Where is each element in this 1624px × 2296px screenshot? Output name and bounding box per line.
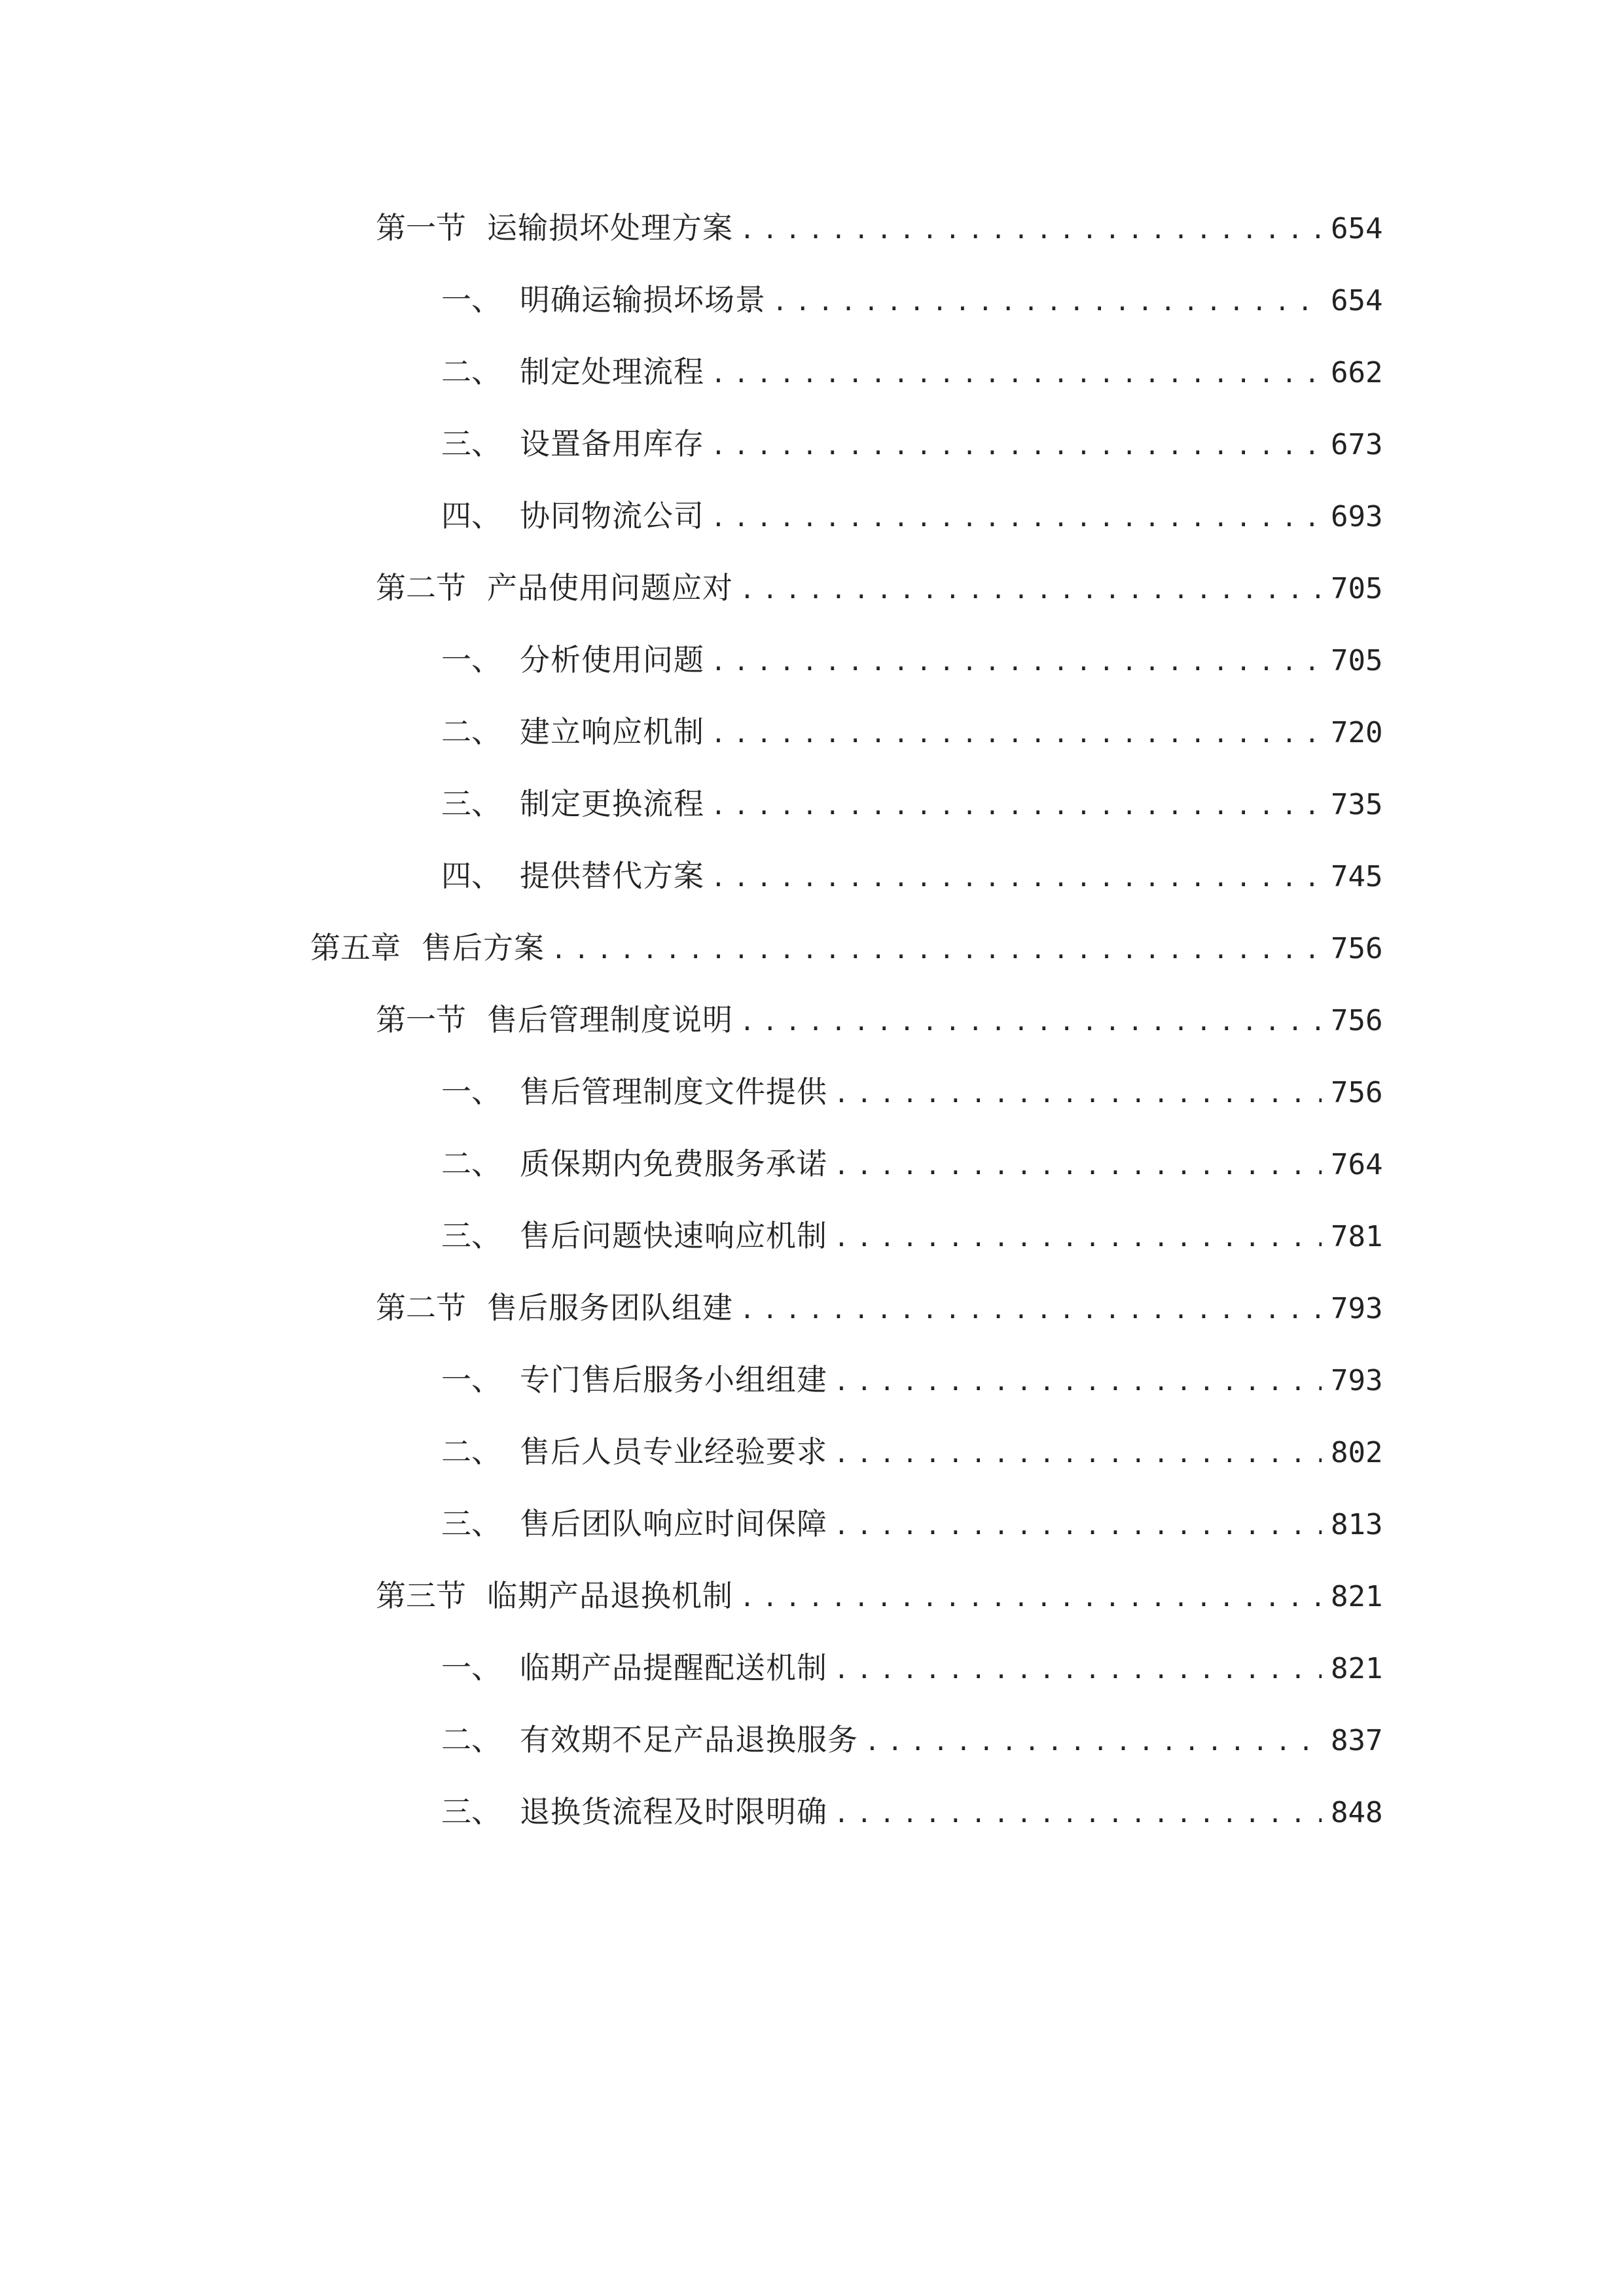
toc-entry-title: 建立响应机制 [520,714,704,749]
toc-entry-item[interactable] [441,778,1382,830]
toc-entry-item[interactable] [441,274,1382,326]
toc-entry-title: 售后方案 [422,930,545,965]
toc-page-number: 764 [1331,1148,1383,1181]
toc-entry-title: 制定处理流程 [520,354,704,389]
toc-page-number: 705 [1331,572,1383,605]
toc-entry-number: 第五章 [310,930,401,965]
toc-entry-title: 分析使用问题 [520,642,704,677]
toc-entry-number: 三、 [441,1506,501,1541]
dot-leader [834,1355,1322,1408]
toc-entry-item[interactable] [441,1354,1382,1406]
toc-entry-title: 临期产品退换机制 [487,1578,733,1613]
toc-entry-item[interactable] [441,706,1382,758]
toc-entry-title: 明确运输损坏场景 [520,282,766,317]
toc-entry-item[interactable] [441,490,1382,542]
dot-leader [711,708,1322,760]
toc-page-number: 756 [1331,1076,1383,1109]
toc-entry-section[interactable] [376,202,1382,254]
toc-entry-item[interactable] [441,346,1382,398]
dot-leader [740,996,1322,1048]
toc-entry-item[interactable] [441,634,1382,686]
toc-entry-title: 质保期内免费服务承诺 [520,1146,827,1181]
toc-entry-item[interactable] [441,1066,1382,1118]
dot-leader [834,1499,1322,1552]
toc-page-number: 756 [1331,1004,1383,1037]
toc-entry-title: 设置备用库存 [520,426,704,461]
toc-page-number: 705 [1331,644,1383,677]
toc-entry-number: 三、 [441,426,501,461]
toc-entry-number: 二、 [441,1722,501,1757]
toc-entry-number: 二、 [441,1146,501,1181]
dot-leader [834,1427,1322,1480]
dot-leader [740,1283,1322,1336]
toc-entry-number: 一、 [441,282,501,317]
toc-page-number: 693 [1331,500,1383,533]
toc-page-number: 813 [1331,1508,1383,1541]
toc-entry-title: 售后人员专业经验要求 [520,1434,827,1469]
dot-leader [711,420,1322,472]
toc-entry-title: 产品使用问题应对 [487,570,733,605]
toc-entry-item[interactable] [441,1210,1382,1262]
dot-leader [740,564,1322,616]
toc-page-number: 720 [1331,716,1383,749]
dot-leader [711,780,1322,832]
toc-page-number: 735 [1331,788,1383,821]
toc-entry-title: 专门售后服务小组组建 [520,1362,827,1397]
toc-entry-number: 一、 [441,1650,501,1685]
toc-page-number: 673 [1331,428,1383,461]
toc-page-number: 793 [1331,1292,1383,1325]
toc-entry-number: 一、 [441,1074,501,1109]
toc-entry-title: 售后团队响应时间保障 [520,1506,827,1541]
toc-entry-title: 有效期不足产品退换服务 [520,1722,858,1757]
toc-entry-number: 一、 [441,642,501,677]
dot-leader [834,1139,1322,1192]
toc-entry-title: 协同物流公司 [520,498,704,533]
toc-entry-chapter[interactable] [310,922,1382,974]
toc-page-number: 848 [1331,1796,1383,1829]
toc-entry-section[interactable] [376,994,1382,1046]
toc-entry-title: 制定更换流程 [520,786,704,821]
toc-page-number: 745 [1331,860,1383,893]
toc-page-number: 654 [1331,284,1383,317]
toc-entry-number: 二、 [441,354,501,389]
dot-leader [834,1211,1322,1264]
dot-leader [740,1571,1322,1624]
dot-leader [711,492,1322,544]
toc-entry-number: 二、 [441,714,501,749]
toc-page-number: 837 [1331,1724,1383,1757]
dot-leader [834,1643,1322,1696]
toc-page-number: 802 [1331,1436,1383,1469]
toc-entry-number: 二、 [441,1434,501,1469]
dot-leader [551,924,1322,976]
dot-leader [740,204,1322,256]
toc-entry-item[interactable] [441,418,1382,470]
toc-page-number: 793 [1331,1364,1383,1397]
toc-page-number: 821 [1331,1652,1383,1685]
toc-entry-title: 临期产品提醒配送机制 [520,1650,827,1685]
toc-entry-number: 三、 [441,1218,501,1253]
dot-leader [772,276,1322,328]
toc-entry-title: 退换货流程及时限明确 [520,1794,827,1829]
toc-entry-item[interactable] [441,850,1382,902]
toc-entry-title: 售后服务团队组建 [487,1290,733,1325]
toc-entry-number: 第一节 [376,1002,466,1037]
toc-entry-section[interactable] [376,1282,1382,1334]
toc-entry-number: 四、 [441,498,501,533]
toc-entry-number: 三、 [441,1794,501,1829]
toc-entry-number: 第二节 [376,1290,466,1325]
toc-entry-item[interactable] [441,1426,1382,1478]
toc-entry-number: 三、 [441,786,501,821]
toc-entry-item[interactable] [441,1785,1382,1838]
toc-entry-title: 售后管理制度说明 [487,1002,733,1037]
dot-leader [834,1067,1322,1120]
toc-page-number: 654 [1331,212,1383,245]
toc-entry-section[interactable] [376,562,1382,614]
toc-entry-item[interactable] [441,1498,1382,1550]
toc-entry-item[interactable] [441,1641,1382,1694]
dot-leader [711,636,1322,688]
toc-page-number: 662 [1331,356,1383,389]
toc-entry-section[interactable] [376,1570,1382,1622]
toc-entry-item[interactable] [441,1138,1382,1190]
toc-entry-number: 第三节 [376,1578,466,1613]
toc-page-number: 821 [1331,1580,1383,1613]
dot-leader [711,348,1322,400]
toc-page-number: 781 [1331,1220,1383,1253]
toc-entry-item[interactable] [441,1713,1382,1766]
toc-entry-title: 售后问题快速响应机制 [520,1218,827,1253]
toc-entry-number: 四、 [441,858,501,893]
dot-leader [711,852,1322,904]
dot-leader [834,1787,1322,1840]
toc-page-number: 756 [1331,932,1383,965]
toc-entry-number: 一、 [441,1362,501,1397]
toc-entry-title: 售后管理制度文件提供 [520,1074,827,1109]
toc-entry-number: 第一节 [376,210,466,245]
toc-entry-title: 运输损坏处理方案 [487,210,733,245]
dot-leader [865,1715,1322,1768]
toc-entry-title: 提供替代方案 [520,858,704,893]
toc-entry-number: 第二节 [376,570,466,605]
